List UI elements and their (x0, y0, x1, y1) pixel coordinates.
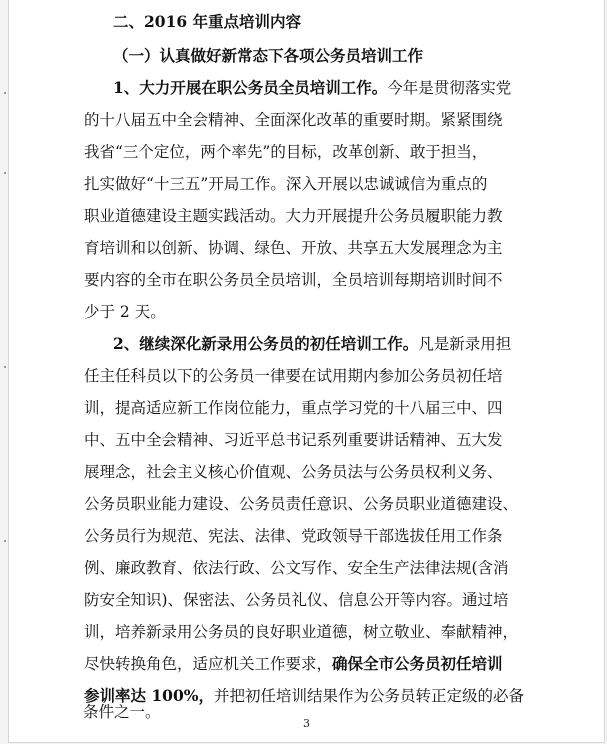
para2-last-line: 条件之一。 (83, 703, 161, 721)
para1-line: 少于 2 天。 (84, 303, 166, 321)
para1-line: 我省“三个定位，两个率先”的目标，改革创新、敢于担当， (84, 143, 488, 161)
para2-line: 训，培养新录用公务员的良好职业道德，树立敬业、奉献精神， (84, 623, 519, 641)
document-page (8, 0, 605, 743)
margin-mark (4, 92, 6, 94)
para2-line: 公务员行为规范、宪法、法律、党政领导干部选拔任用工作条 (84, 527, 503, 545)
para2-line: 中、五中全会精神、习近平总书记系列重要讲话精神、五大发 (84, 431, 503, 449)
para2-line (84, 652, 539, 674)
para1-line: 要内容的全市在职公务员全员培训，全员培训每期培训时间不 (84, 271, 503, 289)
para2-line1-rest: 凡是新录用担 (418, 335, 512, 353)
para2-line: 例、廉政教育、依法行政、公文写作、安全生产法律法规(含消 (84, 559, 509, 577)
para2-line-bold: 参训率达 100%， (84, 686, 214, 705)
page-number: 3 (303, 717, 310, 730)
para2-line: 任主任科员以下的公务员一律要在试用期内参加公务员初任培 (84, 367, 503, 385)
para2-lead: 2、继续深化新录用公务员的初任培训工作。 (113, 334, 419, 353)
para2-line: 防安全知识)、保密法、公务员礼仪、信息公开等内容。通过培 (84, 591, 509, 609)
para2-line: 展理念，社会主义核心价值观、公务员法与公务员权利义务、 (84, 463, 503, 481)
margin-mark (4, 366, 6, 368)
subsection-heading: （一）认真做好新常态下各项公务员培训工作 (113, 46, 424, 65)
para2-line-normal: 尽快转换角色，适应机关工作要求， (84, 655, 333, 673)
para2-line-1 (113, 332, 539, 354)
para2-line-normal: 并把初任培训结果作为公务员转正定级的必备 (213, 687, 524, 705)
para1-lead: 1、大力开展在职公务员全员培训工作。 (113, 78, 388, 97)
para1-line: 的十八届五中全会精神、全面深化改革的重要时期。紧紧围绕 (84, 111, 503, 129)
section-heading: 二、2016 年重点培训内容 (113, 12, 302, 31)
para1-line: 扎实做好“十三五”开局工作。深入开展以忠诚诚信为重点的 (84, 175, 488, 193)
margin-mark (4, 172, 6, 174)
margin-mark (4, 540, 6, 542)
para2-line-bold: 确保全市公务员初任培训 (332, 654, 503, 673)
para1-line1-rest: 今年是贯彻落实党 (387, 79, 512, 97)
para1-line: 职业道德建设主题实践活动。大力开展提升公务员履职能力教 (84, 207, 503, 225)
para1-line-1 (113, 76, 539, 98)
para1-line: 育培训和以创新、协调、绿色、开放、共享五大发展理念为主 (84, 239, 503, 257)
para2-line: 训，提高适应新工作岗位能力，重点学习党的十八届三中、四 (84, 399, 503, 417)
para2-line: 公务员职业能力建设、公务员责任意识、公务员职业道德建设、 (84, 495, 519, 513)
